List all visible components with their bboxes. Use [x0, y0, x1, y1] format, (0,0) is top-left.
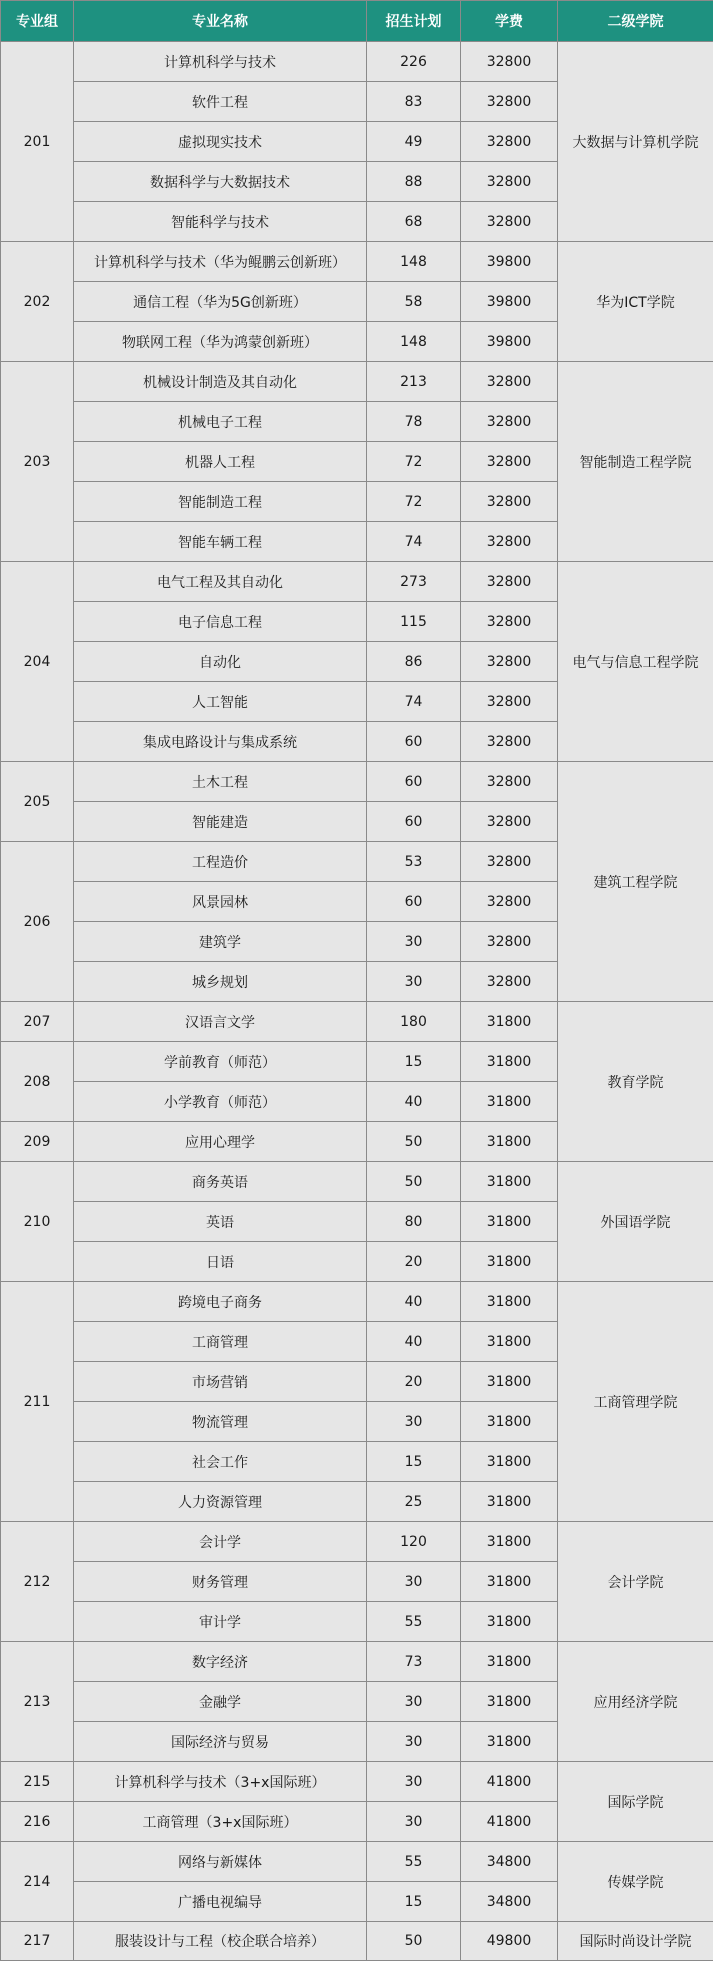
- college-cell: 国际学院: [558, 1762, 713, 1842]
- enrollment-plan-cell: 68: [367, 202, 461, 242]
- tuition-fee-cell: 31800: [461, 1642, 558, 1682]
- table-row: [1, 242, 713, 282]
- table-row: [1, 1842, 713, 1882]
- tuition-fee-cell: 32800: [461, 162, 558, 202]
- table-row: [1, 1162, 713, 1202]
- header-fee: 学费: [461, 1, 558, 42]
- enrollment-plan-cell: 80: [367, 1202, 461, 1242]
- group-code-cell: 216: [1, 1802, 74, 1842]
- enrollment-plan-cell: 60: [367, 762, 461, 802]
- group-code-cell: 206: [1, 842, 74, 1002]
- tuition-fee-cell: 32800: [461, 962, 558, 1002]
- major-name-cell: 服装设计与工程（校企联合培养）: [74, 1922, 367, 1961]
- group-code-cell: 207: [1, 1002, 74, 1042]
- table-row: [1, 1522, 713, 1562]
- group-code-cell: 205: [1, 762, 74, 842]
- tuition-fee-cell: 32800: [461, 122, 558, 162]
- enrollment-plan-cell: 53: [367, 842, 461, 882]
- college-cell: 外国语学院: [558, 1162, 713, 1282]
- enrollment-plan-cell: 60: [367, 722, 461, 762]
- tuition-fee-cell: 32800: [461, 362, 558, 402]
- major-name-cell: 机械设计制造及其自动化: [74, 362, 367, 402]
- tuition-fee-cell: 32800: [461, 682, 558, 722]
- major-name-cell: 集成电路设计与集成系统: [74, 722, 367, 762]
- tuition-fee-cell: 31800: [461, 1522, 558, 1562]
- enrollment-plan-cell: 226: [367, 42, 461, 82]
- table-row: [1, 362, 713, 402]
- major-name-cell: 智能制造工程: [74, 482, 367, 522]
- tuition-fee-cell: 31800: [461, 1722, 558, 1762]
- tuition-fee-cell: 32800: [461, 42, 558, 82]
- table-row: [1, 562, 713, 602]
- major-name-cell: 通信工程（华为5G创新班）: [74, 282, 367, 322]
- tuition-fee-cell: 31800: [461, 1562, 558, 1602]
- group-code-cell: 213: [1, 1642, 74, 1762]
- enrollment-plan-cell: 30: [367, 1562, 461, 1602]
- tuition-fee-cell: 31800: [461, 1082, 558, 1122]
- college-cell: 大数据与计算机学院: [558, 42, 713, 242]
- group-code-cell: 202: [1, 242, 74, 362]
- college-cell: 应用经济学院: [558, 1642, 713, 1762]
- major-name-cell: 人工智能: [74, 682, 367, 722]
- major-name-cell: 财务管理: [74, 1562, 367, 1602]
- enrollment-plan-cell: 49: [367, 122, 461, 162]
- enrollment-plan-cell: 78: [367, 402, 461, 442]
- enrollment-plan-cell: 148: [367, 242, 461, 282]
- enrollment-plan-cell: 83: [367, 82, 461, 122]
- enrollment-plan-cell: 88: [367, 162, 461, 202]
- enrollment-plan-cell: 20: [367, 1362, 461, 1402]
- major-name-cell: 智能科学与技术: [74, 202, 367, 242]
- major-name-cell: 电气工程及其自动化: [74, 562, 367, 602]
- major-name-cell: 商务英语: [74, 1162, 367, 1202]
- major-name-cell: 小学教育（师范）: [74, 1082, 367, 1122]
- enrollment-plan-cell: 40: [367, 1282, 461, 1322]
- group-code-cell: 211: [1, 1282, 74, 1522]
- tuition-fee-cell: 32800: [461, 402, 558, 442]
- enrollment-plan-cell: 120: [367, 1522, 461, 1562]
- major-name-cell: 工商管理（3+x国际班）: [74, 1802, 367, 1842]
- tuition-fee-cell: 32800: [461, 522, 558, 562]
- enrollment-plan-cell: 74: [367, 522, 461, 562]
- major-name-cell: 市场营销: [74, 1362, 367, 1402]
- enrollment-plan-cell: 213: [367, 362, 461, 402]
- college-cell: 智能制造工程学院: [558, 362, 713, 562]
- enrollment-plan-cell: 86: [367, 642, 461, 682]
- tuition-fee-cell: 32800: [461, 82, 558, 122]
- major-name-cell: 日语: [74, 1242, 367, 1282]
- tuition-fee-cell: 32800: [461, 722, 558, 762]
- enrollment-plan-cell: 273: [367, 562, 461, 602]
- major-name-cell: 电子信息工程: [74, 602, 367, 642]
- enrollment-plan-cell: 60: [367, 802, 461, 842]
- major-name-cell: 应用心理学: [74, 1122, 367, 1162]
- major-name-cell: 网络与新媒体: [74, 1842, 367, 1882]
- enrollment-plan-cell: 58: [367, 282, 461, 322]
- college-cell: 教育学院: [558, 1002, 713, 1162]
- group-code-cell: 203: [1, 362, 74, 562]
- major-name-cell: 智能车辆工程: [74, 522, 367, 562]
- tuition-fee-cell: 31800: [461, 1202, 558, 1242]
- tuition-fee-cell: 39800: [461, 322, 558, 362]
- tuition-fee-cell: 31800: [461, 1682, 558, 1722]
- tuition-fee-cell: 31800: [461, 1122, 558, 1162]
- major-name-cell: 跨境电子商务: [74, 1282, 367, 1322]
- header-row: [1, 1, 713, 42]
- group-code-cell: 210: [1, 1162, 74, 1282]
- major-name-cell: 审计学: [74, 1602, 367, 1642]
- enrollment-plan-cell: 15: [367, 1442, 461, 1482]
- table-row: [1, 1922, 713, 1961]
- enrollment-plan-cell: 74: [367, 682, 461, 722]
- table-body: [1, 42, 713, 1961]
- enrollment-plan-cell: 180: [367, 1002, 461, 1042]
- college-cell: 华为ICT学院: [558, 242, 713, 362]
- group-code-cell: 204: [1, 562, 74, 762]
- tuition-fee-cell: 31800: [461, 1242, 558, 1282]
- major-name-cell: 物联网工程（华为鸿蒙创新班）: [74, 322, 367, 362]
- major-name-cell: 国际经济与贸易: [74, 1722, 367, 1762]
- tuition-fee-cell: 32800: [461, 482, 558, 522]
- tuition-fee-cell: 31800: [461, 1162, 558, 1202]
- tuition-fee-cell: 41800: [461, 1802, 558, 1842]
- group-code-cell: 214: [1, 1842, 74, 1922]
- college-cell: 会计学院: [558, 1522, 713, 1642]
- major-name-cell: 汉语言文学: [74, 1002, 367, 1042]
- major-name-cell: 物流管理: [74, 1402, 367, 1442]
- major-name-cell: 数据科学与大数据技术: [74, 162, 367, 202]
- major-name-cell: 工商管理: [74, 1322, 367, 1362]
- major-name-cell: 虚拟现实技术: [74, 122, 367, 162]
- enrollment-plan-cell: 55: [367, 1842, 461, 1882]
- table-row: [1, 1282, 713, 1322]
- header-plan: 招生计划: [367, 1, 461, 42]
- table-header: [1, 1, 713, 42]
- enrollment-plan-cell: 40: [367, 1082, 461, 1122]
- tuition-fee-cell: 39800: [461, 282, 558, 322]
- tuition-fee-cell: 39800: [461, 242, 558, 282]
- tuition-fee-cell: 32800: [461, 642, 558, 682]
- tuition-fee-cell: 49800: [461, 1922, 558, 1961]
- enrollment-plan-cell: 50: [367, 1162, 461, 1202]
- tuition-fee-cell: 32800: [461, 802, 558, 842]
- major-name-cell: 智能建造: [74, 802, 367, 842]
- enrollment-plan-cell: 30: [367, 1682, 461, 1722]
- group-code-cell: 212: [1, 1522, 74, 1642]
- tuition-fee-cell: 32800: [461, 202, 558, 242]
- table-row: [1, 1642, 713, 1682]
- college-cell: 电气与信息工程学院: [558, 562, 713, 762]
- tuition-fee-cell: 31800: [461, 1602, 558, 1642]
- header-group: 专业组: [1, 1, 74, 42]
- major-name-cell: 人力资源管理: [74, 1482, 367, 1522]
- tuition-fee-cell: 31800: [461, 1282, 558, 1322]
- enrollment-plan-cell: 55: [367, 1602, 461, 1642]
- major-name-cell: 工程造价: [74, 842, 367, 882]
- enrollment-plan-cell: 15: [367, 1042, 461, 1082]
- enrollment-plan-cell: 148: [367, 322, 461, 362]
- enrollment-plan-cell: 73: [367, 1642, 461, 1682]
- tuition-fee-cell: 32800: [461, 602, 558, 642]
- enrollment-plan-cell: 30: [367, 1722, 461, 1762]
- major-name-cell: 计算机科学与技术（3+x国际班）: [74, 1762, 367, 1802]
- group-code-cell: 215: [1, 1762, 74, 1802]
- major-name-cell: 土木工程: [74, 762, 367, 802]
- enrollment-plan-cell: 20: [367, 1242, 461, 1282]
- major-name-cell: 计算机科学与技术（华为鲲鹏云创新班）: [74, 242, 367, 282]
- header-major: 专业名称: [74, 1, 367, 42]
- college-cell: 传媒学院: [558, 1842, 713, 1922]
- enrollment-plan-cell: 50: [367, 1922, 461, 1961]
- enrollment-plan-cell: 30: [367, 1762, 461, 1802]
- major-name-cell: 建筑学: [74, 922, 367, 962]
- enrollment-plan-cell: 115: [367, 602, 461, 642]
- tuition-fee-cell: 32800: [461, 762, 558, 802]
- tuition-fee-cell: 41800: [461, 1762, 558, 1802]
- major-name-cell: 城乡规划: [74, 962, 367, 1002]
- enrollment-plan-cell: 15: [367, 1882, 461, 1922]
- tuition-fee-cell: 34800: [461, 1842, 558, 1882]
- enrollment-plan-cell: 30: [367, 962, 461, 1002]
- major-name-cell: 会计学: [74, 1522, 367, 1562]
- tuition-fee-cell: 32800: [461, 922, 558, 962]
- enrollment-plan-cell: 30: [367, 922, 461, 962]
- table-row: [1, 762, 713, 802]
- major-name-cell: 广播电视编导: [74, 1882, 367, 1922]
- group-code-cell: 208: [1, 1042, 74, 1122]
- major-name-cell: 社会工作: [74, 1442, 367, 1482]
- major-name-cell: 金融学: [74, 1682, 367, 1722]
- header-college: 二级学院: [558, 1, 713, 42]
- enrollment-plan-cell: 72: [367, 442, 461, 482]
- major-name-cell: 机械电子工程: [74, 402, 367, 442]
- enrollment-plan-cell: 72: [367, 482, 461, 522]
- tuition-fee-cell: 31800: [461, 1042, 558, 1082]
- major-name-cell: 计算机科学与技术: [74, 42, 367, 82]
- tuition-fee-cell: 31800: [461, 1482, 558, 1522]
- tuition-fee-cell: 32800: [461, 442, 558, 482]
- table-row: [1, 42, 713, 82]
- tuition-fee-cell: 31800: [461, 1362, 558, 1402]
- college-cell: 国际时尚设计学院: [558, 1922, 713, 1961]
- enrollment-plan-cell: 25: [367, 1482, 461, 1522]
- group-code-cell: 209: [1, 1122, 74, 1162]
- group-code-cell: 201: [1, 42, 74, 242]
- enrollment-plan-cell: 30: [367, 1402, 461, 1442]
- major-name-cell: 机器人工程: [74, 442, 367, 482]
- enrollment-plan-cell: 30: [367, 1802, 461, 1842]
- tuition-fee-cell: 34800: [461, 1882, 558, 1922]
- tuition-fee-cell: 32800: [461, 882, 558, 922]
- tuition-fee-cell: 32800: [461, 842, 558, 882]
- tuition-fee-cell: 32800: [461, 562, 558, 602]
- major-name-cell: 自动化: [74, 642, 367, 682]
- tuition-fee-cell: 31800: [461, 1002, 558, 1042]
- table-row: [1, 1002, 713, 1042]
- major-name-cell: 风景园林: [74, 882, 367, 922]
- major-name-cell: 数字经济: [74, 1642, 367, 1682]
- tuition-fee-cell: 31800: [461, 1322, 558, 1362]
- table-row: [1, 1762, 713, 1802]
- major-name-cell: 软件工程: [74, 82, 367, 122]
- college-cell: 工商管理学院: [558, 1282, 713, 1522]
- group-code-cell: 217: [1, 1922, 74, 1961]
- enrollment-plan-cell: 40: [367, 1322, 461, 1362]
- college-cell: 建筑工程学院: [558, 762, 713, 1002]
- enrollment-plan-cell: 50: [367, 1122, 461, 1162]
- major-name-cell: 学前教育（师范）: [74, 1042, 367, 1082]
- major-name-cell: 英语: [74, 1202, 367, 1242]
- tuition-fee-cell: 31800: [461, 1442, 558, 1482]
- tuition-fee-cell: 31800: [461, 1402, 558, 1442]
- enrollment-plan-cell: 60: [367, 882, 461, 922]
